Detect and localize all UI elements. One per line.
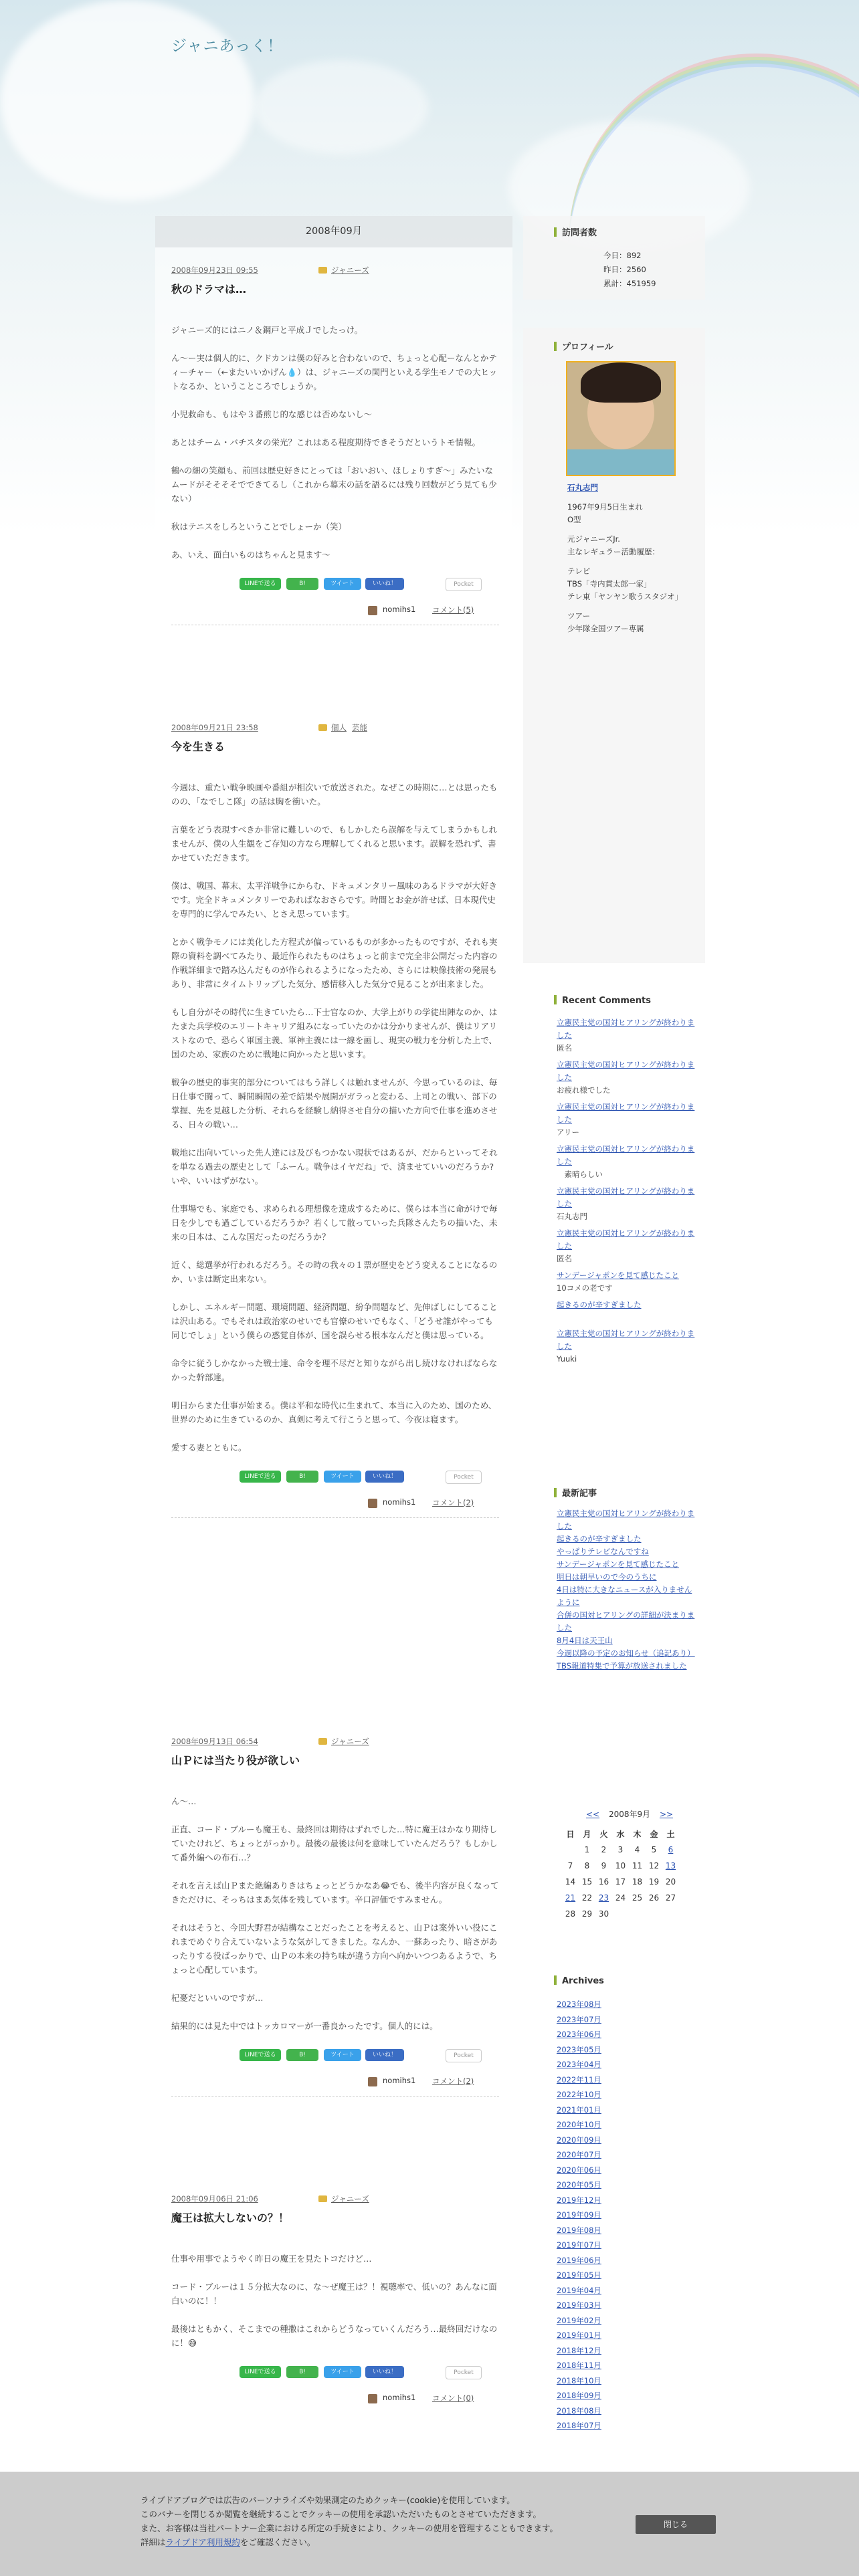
tweet-button[interactable]: ツイート bbox=[324, 2049, 361, 2061]
recent-comments-title: Recent Comments bbox=[562, 996, 651, 1006]
archive-link[interactable]: 2020年07月 bbox=[557, 2150, 601, 2159]
paragraph: しかし、エネルギー問題、環境問題、経済問題、紛争問題など、先伸ばしにしてることは沢山ある。でもそれは政治家のせいでも官僚のせいでもなく、「どうせ誰がやっても同じでしょ」という僕らの惑覚自体が、国を誤らせる根本なんだと僕は思っている。 bbox=[171, 1302, 498, 1340]
profile-line: O型 bbox=[567, 515, 581, 524]
archive-link[interactable]: 2021年01月 bbox=[557, 2105, 601, 2115]
comment-entry-link[interactable]: 立憲民主党の国対ヒアリングが終わりました bbox=[557, 1186, 695, 1208]
profile-line: 1967年9月5日生まれ bbox=[567, 502, 643, 512]
recent-post-link[interactable]: TBS報道特集で予算が放送されました bbox=[557, 1661, 687, 1671]
comment-link[interactable]: コメント(5) bbox=[432, 605, 474, 615]
calendar-day: 5 bbox=[651, 1845, 657, 1854]
archive-link[interactable]: 2019年01月 bbox=[557, 2331, 601, 2340]
calendar-day: 4 bbox=[634, 1845, 640, 1854]
author-avatar-icon bbox=[368, 2077, 377, 2086]
entry-date[interactable]: 2008年09月13日 06:54 bbox=[171, 1737, 258, 1746]
profile-line: 主なレギュラー活動履歴： bbox=[567, 547, 660, 556]
archive-link[interactable]: 2022年10月 bbox=[557, 2090, 601, 2099]
author-name: nomihs1 bbox=[383, 1497, 416, 1507]
comment-entry-link[interactable]: 立憲民主党の国対ヒアリングが終わりました bbox=[557, 1060, 695, 1082]
paragraph: 鶴ﾍの細の笑顔も、前回は歴史好きにとっては「おいおい、ほしょりすぎ〜」みたいなムードがそそそそでできてるし（これから幕末の話を語るには残り回数がどう見ても少ない） bbox=[171, 465, 497, 504]
entry-meta bbox=[171, 1736, 499, 1749]
profile-title: プロフィール bbox=[562, 342, 613, 352]
pocket-button[interactable]: Pocket bbox=[446, 578, 482, 591]
entry-title[interactable]: 秋のドラマは… bbox=[171, 283, 247, 296]
hair-shape bbox=[581, 362, 661, 403]
archive-link[interactable]: 2018年07月 bbox=[557, 2421, 601, 2430]
line-share-button[interactable]: LINEで送る bbox=[240, 2049, 281, 2061]
calendar-day: 22 bbox=[581, 1893, 593, 1903]
calendar-title: 2008年9月 bbox=[608, 1810, 651, 1819]
facebook-like-button[interactable]: いいね！ bbox=[365, 2049, 404, 2061]
calendar-weekday: 水 bbox=[616, 1829, 625, 1839]
share-buttons bbox=[240, 578, 499, 591]
blog-entry bbox=[171, 265, 499, 625]
profile-line: テレ東「ヤンヤン歌うスタジオ」 bbox=[567, 592, 683, 601]
blog-entry bbox=[171, 1736, 499, 2097]
category-link[interactable]: 芸能 bbox=[352, 723, 367, 732]
tweet-button[interactable]: ツイート bbox=[324, 2366, 361, 2378]
archives-heading bbox=[554, 1975, 604, 1986]
calendar-day[interactable]: 6 bbox=[668, 1845, 674, 1854]
calendar-next-link[interactable]: >> bbox=[659, 1810, 674, 1819]
comment-author: 匿名 bbox=[557, 1254, 572, 1263]
recent-post-link[interactable]: 立憲民主党の国対ヒアリングが終わりました bbox=[557, 1509, 695, 1531]
visitor-counter bbox=[603, 249, 656, 291]
entry-body bbox=[171, 2252, 499, 2350]
paragraph: ん〜ー実は個人的に、クドカンは僕の好みと合わないので、ちょっと心配ーなんとかティーチャー（←またいいかげん💧）は、ジャニーズの関門といえる学生モノでの大ヒットなるか、ということころでしょうか。 bbox=[171, 353, 498, 391]
terms-link[interactable]: ライブドア利用規約 bbox=[165, 2537, 240, 2547]
tweet-button[interactable]: ツイート bbox=[324, 1471, 361, 1483]
counter-heading bbox=[554, 225, 597, 238]
recent-posts-heading bbox=[554, 1486, 597, 1499]
paragraph: もし自分がその時代に生きていたら…下士官なのか、大学上がりの学徒出陣なのか、はたまた兵学校のエリートキャリア組みになっていたのかは分かりませんが、僕はリアリストなので、恐らく軍国主義、軍神主義には一線を画し、現実の戦力を分析した上で、国のため、家族のために戦地に向かったと思います。 bbox=[171, 1007, 498, 1059]
paragraph: あとはチーム・バチスタの栄光？これはある程度期待できそうだというトモ情報。 bbox=[171, 437, 481, 447]
archive-link[interactable]: 2018年10月 bbox=[557, 2375, 601, 2385]
heading-bar bbox=[554, 342, 557, 351]
paragraph: ジャニーズ的にはニノ＆鋼戸と平成Ｊでしたっけ。 bbox=[171, 325, 363, 335]
archive-link[interactable]: 2020年06月 bbox=[557, 2165, 601, 2175]
calendar-day: 14 bbox=[565, 1877, 576, 1887]
author-name: nomihs1 bbox=[383, 2076, 416, 2085]
calendar-day[interactable]: 21 bbox=[565, 1893, 576, 1903]
cookie-line: また、お客様は当社パートナー企業における所定の手続きにより、クッキーの使用を管理することもできます。 bbox=[140, 2523, 559, 2533]
folder-icon bbox=[318, 267, 327, 274]
profile-text bbox=[567, 481, 681, 635]
comment-link[interactable]: コメント(0) bbox=[432, 2393, 474, 2403]
calendar-day: 19 bbox=[648, 1877, 660, 1887]
paragraph: それはそうと、今回大野君が結構なことだったことを考えると、山Ｐは案外いい役にこれまでめぐり合えていないような気がしてきました。なんか、一蘇あったり、暗さがあったりする役ばっかりで、山Ｐの本来の持ち味が違う方向へ向かいつつあるようで、ちょっと心配しています。 bbox=[171, 1923, 498, 1975]
calendar-day: 2 bbox=[601, 1845, 607, 1854]
counter-title: 訪問者数 bbox=[562, 228, 597, 238]
recent-post-link[interactable]: 4日は特に大きなニュースが入りませんように bbox=[557, 1585, 692, 1607]
paragraph: ん〜… bbox=[171, 1796, 197, 1806]
share-buttons bbox=[240, 2366, 499, 2379]
pocket-button[interactable]: Pocket bbox=[446, 2049, 482, 2062]
calendar-nav bbox=[586, 1808, 673, 1820]
archive-link[interactable]: 2023年06月 bbox=[557, 2030, 601, 2039]
paragraph: コード・ブルーは１５分拡大なのに、な〜ぜ魔王は？！視聴率で、低いの？あんなに面白いのに！！ bbox=[171, 2282, 497, 2306]
archive-link[interactable]: 2018年12月 bbox=[557, 2345, 601, 2355]
hatena-bookmark-button[interactable]: B! bbox=[286, 2366, 318, 2378]
paragraph: 結果的には見た中ではトッカロマーが一番良かったです。個人的には。 bbox=[171, 2021, 438, 2031]
comment-link[interactable]: コメント(2) bbox=[432, 1498, 474, 1507]
profile-line: ツアー bbox=[567, 611, 591, 621]
archive-link[interactable]: 2019年03月 bbox=[557, 2300, 601, 2310]
blog-entry bbox=[171, 722, 499, 1518]
recent-post-link[interactable]: サンデージャポンを見て感じたこと bbox=[557, 1560, 679, 1569]
heading-bar bbox=[554, 1488, 557, 1497]
archive-link[interactable]: 2019年06月 bbox=[557, 2255, 601, 2265]
paragraph: 言葉をどう表現すべきか非常に難しいので、もしかしたら誤解を与えてしまうかもしれませんが、僕の人生観をご存知の方なら理解してくれると思います。誤解を恐れず、書かせていただきます。 bbox=[171, 825, 498, 863]
recent-post-link[interactable]: 合併の国対ヒアリングの詳細が決まりました bbox=[557, 1610, 695, 1632]
calendar-day[interactable]: 23 bbox=[598, 1893, 609, 1903]
archive-link[interactable]: 2022年11月 bbox=[557, 2074, 601, 2084]
calendar-day bbox=[562, 1842, 579, 1858]
counter-today: 今日：892 bbox=[603, 251, 642, 260]
calendar-day: 3 bbox=[617, 1845, 624, 1854]
calendar-day: 18 bbox=[632, 1877, 643, 1887]
entry-title[interactable]: 今を生きる bbox=[171, 740, 225, 753]
calendar-day: 17 bbox=[615, 1877, 626, 1887]
paragraph: とかく戦争モノには美化した方程式が偏っているものが多かったものですが、それも実際の資料を調べてみたり、最近作られたものはちょっと前まで完全非公開だった内容の作戦詳細まで踏み込んだものが作られるようになったため、さらには映像技術の発展もあり、非常にタイムトリップした気分、感情移入した気分で見ることが出来ました。 bbox=[171, 937, 498, 989]
paragraph: 最後はともかく、そこまでの種撒はこれからどうなっていくんだろう…最終回だけなのに！😅 bbox=[171, 2324, 498, 2348]
recent-post-link[interactable]: やっぱりテレビなんですね bbox=[557, 1547, 649, 1556]
entry-footer bbox=[171, 2393, 499, 2406]
entry-footer bbox=[171, 2076, 499, 2089]
paragraph: 戦地に出向いていった先人達には及びもつかない現状ではあるが、だからといってそれを単なる過去の歴史として「ふーん。戦争はイヤだね」で、済ませていいのだろうか?いや、いいはずがない。 bbox=[171, 1148, 498, 1186]
facebook-like-button[interactable]: いいね！ bbox=[365, 578, 404, 590]
archive-link[interactable]: 2019年09月 bbox=[557, 2210, 601, 2220]
calendar-day bbox=[646, 1906, 662, 1922]
month-header: 2008年09月 bbox=[155, 216, 512, 247]
comment-author: 素晴らしい bbox=[557, 1170, 603, 1179]
recent-post-link[interactable]: 起きるのが辛すぎました bbox=[557, 1534, 642, 1543]
calendar bbox=[562, 1826, 679, 1922]
cookie-line: このバナーを閉じるか閲覧を継続することでクッキーの使用を承認いただいたものとさせていただきます。 bbox=[140, 2509, 542, 2519]
entry-body bbox=[171, 1794, 499, 2033]
entry-date[interactable]: 2008年09月21日 23:58 bbox=[171, 723, 258, 732]
archive-link[interactable]: 2018年11月 bbox=[557, 2361, 601, 2370]
profile-heading bbox=[554, 340, 613, 352]
shirt-shape bbox=[567, 449, 674, 476]
calendar-day: 9 bbox=[601, 1861, 607, 1870]
entry-meta bbox=[171, 2193, 499, 2207]
category-link[interactable]: ジャニーズ bbox=[331, 2194, 369, 2204]
calendar-day: 29 bbox=[581, 1909, 593, 1919]
calendar-day: 25 bbox=[632, 1893, 643, 1903]
cloud-decoration bbox=[0, 0, 254, 201]
calendar-day bbox=[629, 1906, 646, 1922]
entry-title[interactable]: 魔王は拡大しないの？！ bbox=[171, 2212, 290, 2224]
pocket-button[interactable]: Pocket bbox=[446, 1471, 482, 1484]
calendar-day: 27 bbox=[665, 1893, 676, 1903]
paragraph: 杞憂だといいのですが… bbox=[171, 1993, 264, 2003]
archive-link[interactable]: 2019年07月 bbox=[557, 2240, 601, 2250]
cookie-detail-prefix: 詳細は bbox=[140, 2537, 166, 2547]
archive-link[interactable]: 2020年09月 bbox=[557, 2135, 601, 2145]
profile-name[interactable]: 石丸志門 bbox=[567, 483, 598, 492]
calendar-weekday: 月 bbox=[583, 1829, 591, 1839]
comment-entry-link[interactable]: 立憲民主党の国対ヒアリングが終わりました bbox=[557, 1329, 695, 1351]
heading-bar bbox=[554, 227, 557, 237]
site-title[interactable]: ジャニあっく！ bbox=[171, 37, 284, 55]
pocket-button[interactable]: Pocket bbox=[446, 2366, 482, 2379]
author-name: nomihs1 bbox=[383, 2393, 416, 2402]
profile-line: 少年隊全国ツアー専属 bbox=[567, 624, 644, 633]
calendar-weekday: 日 bbox=[566, 1829, 575, 1839]
line-share-button[interactable]: LINEで送る bbox=[240, 2366, 281, 2378]
comment-author: お疲れ様でした bbox=[557, 1085, 611, 1095]
category-link[interactable]: 個人 bbox=[331, 723, 347, 732]
archive-link[interactable]: 2018年08月 bbox=[557, 2405, 601, 2416]
calendar-day[interactable]: 13 bbox=[665, 1861, 676, 1870]
share-buttons bbox=[240, 2049, 499, 2062]
comment-entry-link[interactable]: 立憲民主党の国対ヒアリングが終わりました bbox=[557, 1228, 695, 1251]
facebook-like-button[interactable]: いいね！ bbox=[365, 2366, 404, 2378]
calendar-weekday: 金 bbox=[650, 1829, 658, 1839]
entry-title[interactable]: 山Ｐには当たり役が欲しい bbox=[171, 1754, 300, 1767]
calendar-table bbox=[562, 1826, 679, 1922]
divider bbox=[171, 2096, 499, 2097]
paragraph: 愛する妻とともに。 bbox=[171, 1442, 247, 1453]
profile-line: 元ジャニーズJr. bbox=[567, 534, 620, 544]
archives-list bbox=[557, 1997, 697, 2434]
archive-link[interactable]: 2019年08月 bbox=[557, 2225, 601, 2235]
paragraph: 仕事や用事でようやく昨日の魔王を見たトコだけど… bbox=[171, 2254, 372, 2264]
comment-entry-link[interactable]: 立憲民主党の国対ヒアリングが終わりました bbox=[557, 1102, 695, 1124]
share-buttons bbox=[240, 1471, 499, 1484]
archive-link[interactable]: 2023年07月 bbox=[557, 2014, 601, 2024]
entry-body bbox=[171, 780, 499, 1455]
calendar-day: 7 bbox=[567, 1861, 573, 1870]
recent-comments-list bbox=[557, 1016, 697, 1370]
calendar-prev-link[interactable]: << bbox=[586, 1810, 600, 1819]
hatena-bookmark-button[interactable]: B! bbox=[286, 2049, 318, 2061]
calendar-day: 24 bbox=[615, 1893, 626, 1903]
comment-entry-link[interactable]: 立憲民主党の国対ヒアリングが終わりました bbox=[557, 1018, 695, 1040]
line-share-button[interactable]: LINEで送る bbox=[240, 1471, 281, 1483]
recent-post-link[interactable]: 明日は朝早いので今のうちに bbox=[557, 1572, 657, 1582]
calendar-day bbox=[612, 1906, 629, 1922]
archive-link[interactable]: 2019年02月 bbox=[557, 2315, 601, 2325]
calendar-day: 1 bbox=[584, 1845, 590, 1854]
calendar-day: 10 bbox=[615, 1861, 626, 1870]
cookie-line: ライブドアブログでは広告のパーソナライズや効果測定のためクッキー(cookie)を使用しています。 bbox=[140, 2495, 515, 2505]
recent-posts-list bbox=[557, 1507, 697, 1673]
blog-entry bbox=[171, 2193, 499, 2406]
tweet-button[interactable]: ツイート bbox=[324, 578, 361, 590]
cookie-close-button[interactable]: 閉じる bbox=[636, 2515, 716, 2534]
comment-entry-link[interactable]: 立憲民主党の国対ヒアリングが終わりました bbox=[557, 1144, 695, 1166]
comment-entry-link[interactable]: サンデージャポンを見て感じたこと bbox=[557, 1271, 679, 1280]
entry-meta bbox=[171, 265, 499, 278]
paragraph: 正直、コード・ブルーも魔王も、最終回は期待はずれでした…特に魔王はかなり期待していたけれど、ちょっとがっかり。最後の最後は何を意味していたんだろう？もしかして番外編への布石…？ bbox=[171, 1824, 498, 1862]
calendar-weekday: 土 bbox=[666, 1829, 675, 1839]
cookie-detail-suffix: をご確認ください。 bbox=[240, 2537, 316, 2547]
cookie-banner bbox=[0, 2472, 859, 2576]
entry-date[interactable]: 2008年09月23日 09:55 bbox=[171, 265, 258, 275]
calendar-day: 11 bbox=[632, 1861, 643, 1870]
comment-author: Yuuki bbox=[557, 1354, 577, 1364]
paragraph: 秋はテニスをしろということでしょーか（笑） bbox=[171, 522, 347, 532]
calendar-day: 28 bbox=[565, 1909, 576, 1919]
counter-yesterday: 昨日：2560 bbox=[603, 265, 646, 274]
comment-link[interactable]: コメント(2) bbox=[432, 2076, 474, 2086]
line-share-button[interactable]: LINEで送る bbox=[240, 578, 281, 590]
calendar-day: 26 bbox=[648, 1893, 660, 1903]
archive-link[interactable]: 2023年04月 bbox=[557, 2060, 601, 2069]
category-link[interactable]: ジャニーズ bbox=[331, 1737, 369, 1746]
profile-photo bbox=[566, 361, 676, 476]
hatena-bookmark-button[interactable]: B! bbox=[286, 578, 318, 590]
folder-icon bbox=[318, 1738, 327, 1745]
archive-link[interactable]: 2023年08月 bbox=[557, 2000, 601, 2009]
recent-comments-heading bbox=[554, 995, 651, 1006]
archive-link[interactable]: 2023年05月 bbox=[557, 2044, 601, 2054]
calendar-day: 15 bbox=[581, 1877, 593, 1887]
paragraph: あ、いえ、面白いものはちゃんと見ます〜 bbox=[171, 550, 330, 560]
author-avatar-icon bbox=[368, 606, 377, 615]
calendar-day: 20 bbox=[665, 1877, 676, 1887]
comment-author: アリー bbox=[557, 1128, 580, 1137]
cloud-decoration bbox=[254, 60, 428, 154]
paragraph: 明日からまた仕事が始まる。僕は平和な時代に生まれて、本当に入のため、国のため、世界のために生きているのか、真剣に考えて行こうと思って、今夜は寝ます。 bbox=[171, 1400, 497, 1424]
counter-total: 累計：451959 bbox=[603, 279, 656, 288]
cookie-text bbox=[140, 2493, 558, 2549]
entry-body bbox=[171, 323, 499, 562]
calendar-day: 16 bbox=[598, 1877, 609, 1887]
calendar-day: 8 bbox=[584, 1861, 590, 1870]
facebook-like-button[interactable]: いいね！ bbox=[365, 1471, 404, 1483]
archive-link[interactable]: 2018年09月 bbox=[557, 2391, 601, 2400]
calendar-day: 30 bbox=[598, 1909, 609, 1919]
folder-icon bbox=[318, 2195, 327, 2202]
comment-author: 石丸志門 bbox=[557, 1212, 587, 1221]
divider bbox=[171, 1517, 499, 1518]
entry-meta bbox=[171, 722, 499, 736]
heading-bar bbox=[554, 1975, 557, 1985]
comment-author: 10コメの老です bbox=[557, 1283, 613, 1293]
paragraph: 近く、総選挙が行われるだろう。その時の我々の１票が歴史をどう変えることになるのか、いまは断定出来ない。 bbox=[171, 1260, 498, 1284]
paragraph: 今週は、重たい戦争映画や番組が相次いで放送された。なぜこの時期に…とは思ったものの、「なでしこ隊」の話は胸を衝いた。 bbox=[171, 782, 498, 807]
author-name: nomihs1 bbox=[383, 605, 416, 614]
archive-link[interactable]: 2020年10月 bbox=[557, 2120, 601, 2129]
paragraph: 僕は、戦国、幕末、太平洋戦争にからむ、ドキュメンタリー風味のあるドラマが大好きです。完全ドキュメンタリーであればなおさらです。時間とお金が許せば、日本現代史を専門的に学んでみたい、とさえ思っています。 bbox=[171, 881, 498, 919]
category-link[interactable]: ジャニーズ bbox=[331, 265, 369, 275]
paragraph: 仕事場でも、家庭でも、求められる理想像を達成するために、僕らは本当に命がけで毎日を少しでも過ごしているだろうか？若くして散っていった兵隊さんたちの描いた、未来の日本は、こんな国だったのだろうか？ bbox=[171, 1204, 498, 1242]
calendar-day: 12 bbox=[648, 1861, 660, 1870]
entry-date[interactable]: 2008年09月06日 21:06 bbox=[171, 2194, 258, 2204]
entry-footer bbox=[171, 1497, 499, 1511]
comment-author: 匿名 bbox=[557, 1043, 572, 1053]
paragraph: それを言えば山Ｐまた絶編ありきはちょっとどうかなあ😂でも、後半内容が良くなってきただけに、そっちはまあ気体を残しています。辛口評価ですみません。 bbox=[171, 1881, 499, 1905]
author-avatar-icon bbox=[368, 1499, 377, 1508]
archive-link[interactable]: 2019年12月 bbox=[557, 2195, 601, 2205]
calendar-day bbox=[662, 1906, 679, 1922]
paragraph: 小児救命も、もはや３番煎じ的な感じは否めないし〜 bbox=[171, 409, 373, 419]
recent-posts-title: 最新記事 bbox=[562, 1489, 597, 1499]
profile-line: テレビ bbox=[567, 566, 591, 576]
entry-footer bbox=[171, 605, 499, 618]
heading-bar bbox=[554, 995, 557, 1004]
calendar-weekday: 木 bbox=[633, 1829, 642, 1839]
archive-link[interactable]: 2020年05月 bbox=[557, 2180, 601, 2189]
archive-link[interactable]: 2019年04月 bbox=[557, 2285, 601, 2295]
author-avatar-icon bbox=[368, 2394, 377, 2403]
profile-line: TBS「寺内貫太郎一家」 bbox=[567, 579, 652, 588]
paragraph: 戦争の歴史的事実的部分についてはもう詳しくは触れませんが、今思っているのは、毎日仕事で闘って、瞬間瞬間の差で結果や展開がガラっと変わる、上司との戦い、部下の掌握、先を見越した分析、それらを経験し納得させ自分の描いた方向で仕事を進めさせる、日々の戦い… bbox=[171, 1077, 498, 1130]
archive-link[interactable]: 2019年05月 bbox=[557, 2270, 601, 2280]
calendar-weekday: 火 bbox=[599, 1829, 608, 1839]
hatena-bookmark-button[interactable]: B! bbox=[286, 1471, 318, 1483]
comment-entry-link[interactable]: 起きるのが辛すぎました bbox=[557, 1300, 642, 1309]
recent-post-link[interactable]: 今週以降の予定のお知らせ（追記あり） bbox=[557, 1648, 695, 1658]
recent-post-link[interactable]: 8月4日は天王山 bbox=[557, 1636, 613, 1645]
paragraph: 命令に従うしかなかった戦士達、命令を理不尽だと知りながら出し続けなければならなかった幹部達。 bbox=[171, 1358, 498, 1382]
folder-icon bbox=[318, 724, 327, 731]
archives-title: Archives bbox=[562, 1976, 604, 1986]
